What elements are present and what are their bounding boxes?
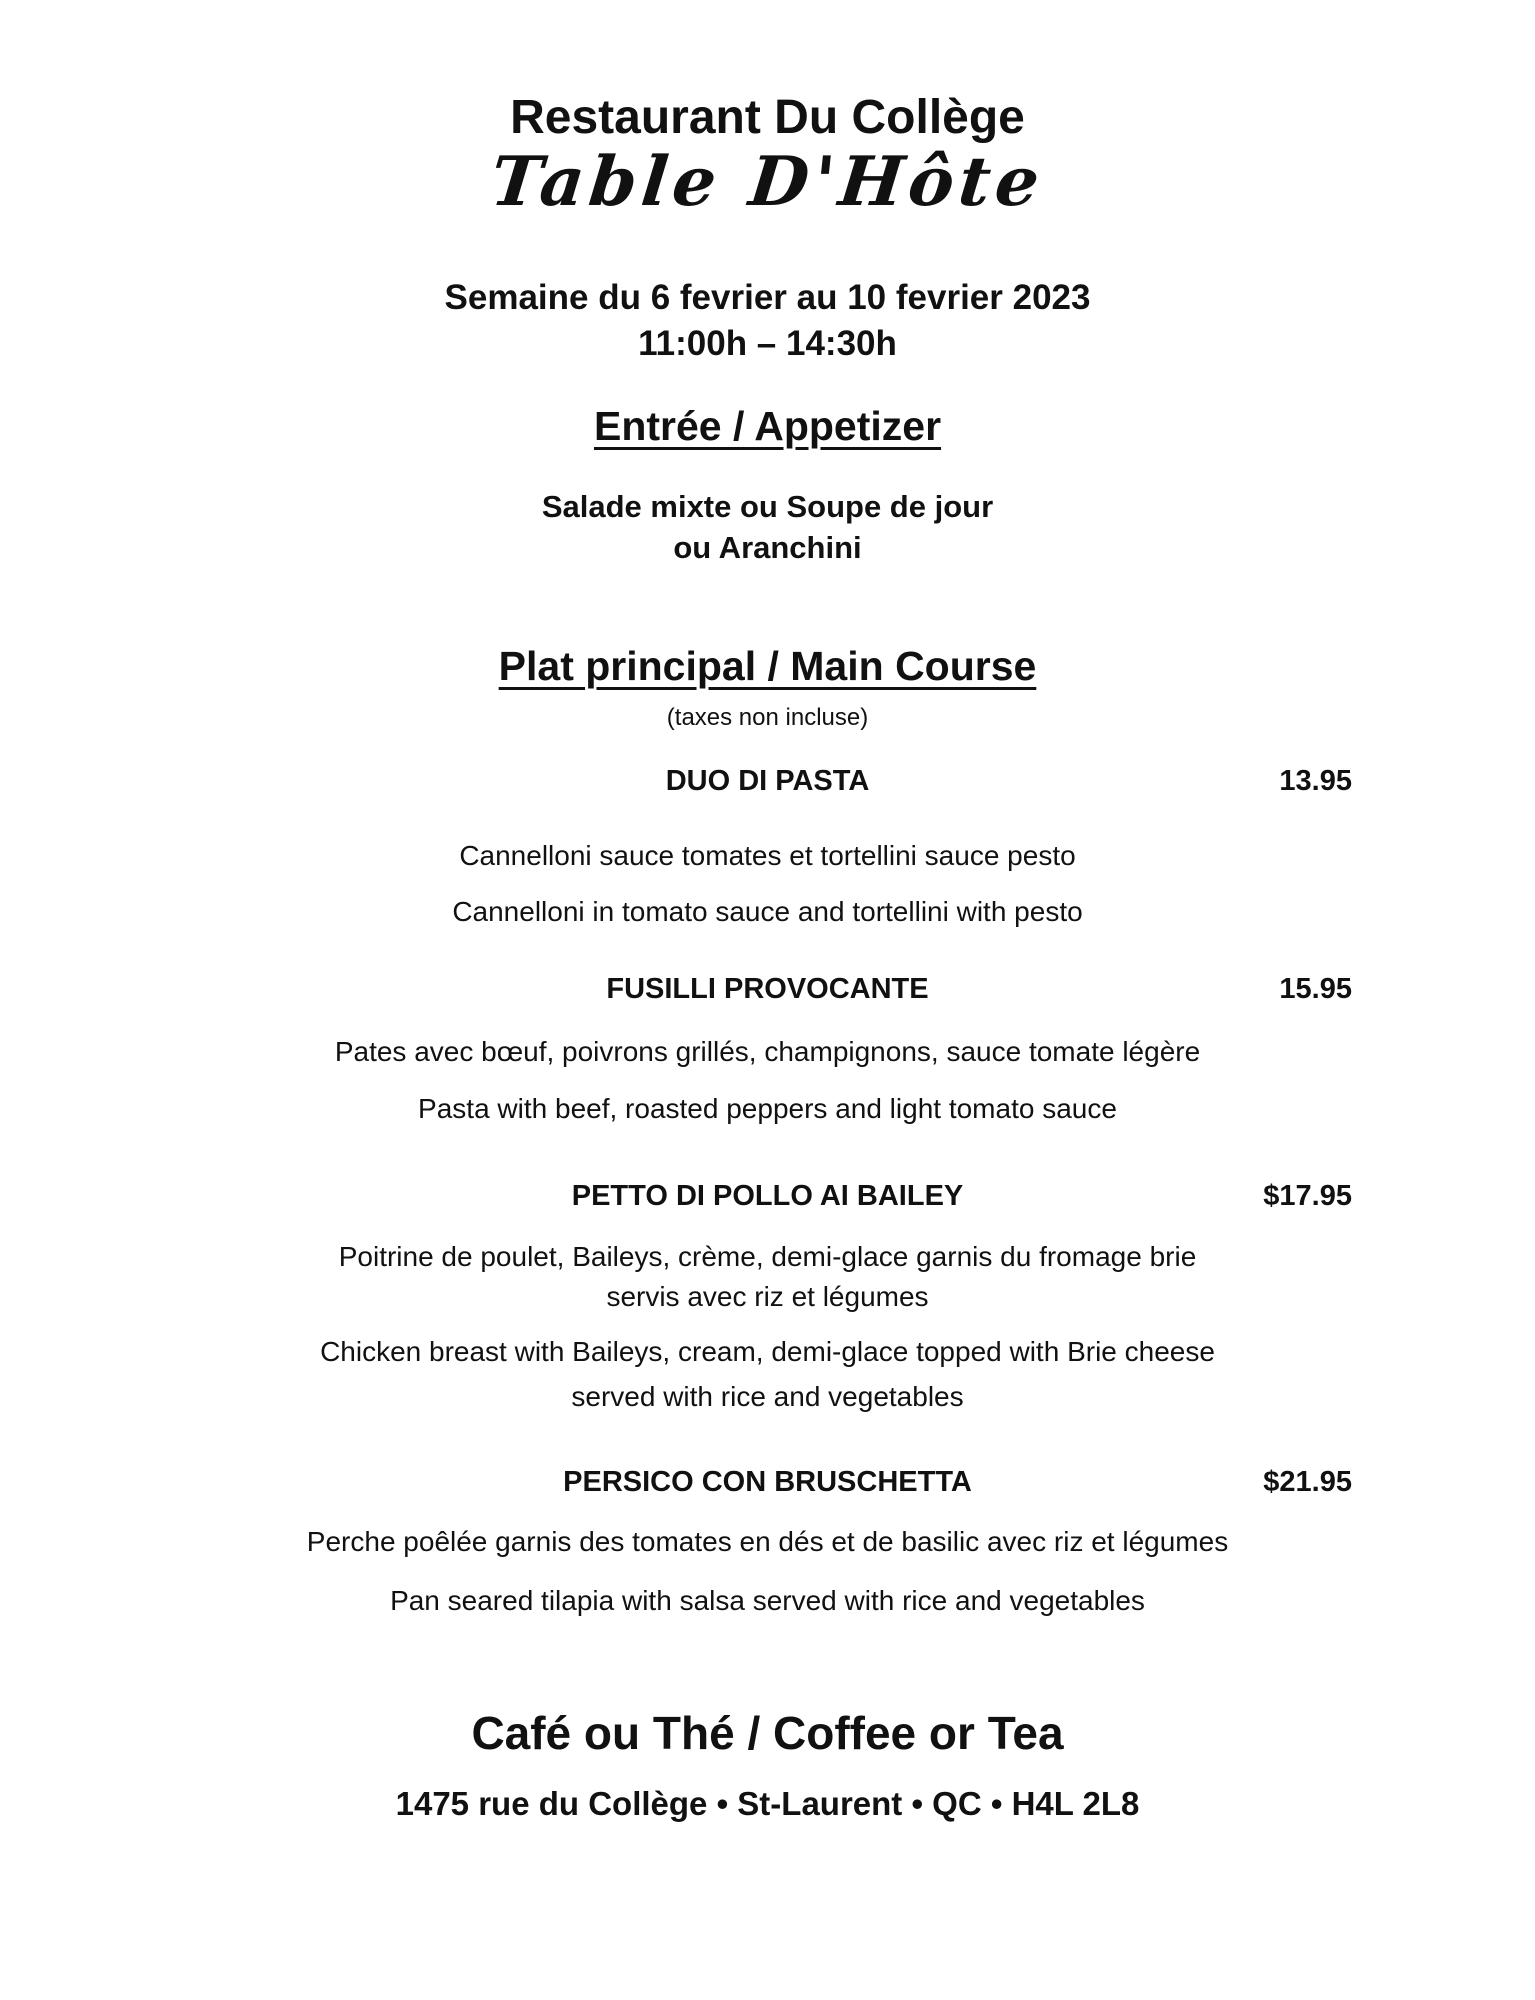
dish-description-en: Cannelloni in tomato sauce and tortellini with pesto [452, 896, 1083, 927]
dish-price: 13.95 [1279, 765, 1352, 797]
coffee-tea-line: Café ou Thé / Coffee or Tea [471, 1707, 1064, 1759]
tax-note: (taxes non incluse) [666, 704, 869, 731]
dish-description-fr: Perche poêlée garnis des tomates en dés et de basilic avec riz et légumes [306, 1526, 1229, 1557]
dish-price: 15.95 [1279, 973, 1352, 1005]
dish-description-en: Pasta with beef, roasted peppers and light tomato sauce [418, 1093, 1117, 1124]
dish-description-fr: Poitrine de poulet, Baileys, crème, demi-glace garnis du fromage brie [338, 1241, 1197, 1272]
dish-name: FUSILLI PROVOCANTE [606, 973, 929, 1005]
dish-description-fr: Pates avec bœuf, poivrons grillés, champignons, sauce tomate légère [334, 1036, 1201, 1067]
main-course-heading: Plat principal / Main Course [498, 643, 1037, 689]
dish-price: $17.95 [1263, 1180, 1352, 1212]
week-line: Semaine du 6 fevrier au 10 fevrier 2023 [444, 278, 1091, 317]
dish-description-fr: Cannelloni sauce tomates et tortellini sauce pesto [459, 840, 1076, 871]
address-line: 1475 rue du Collège • St-Laurent • QC • H4L 2L8 [395, 1785, 1140, 1822]
appetizer-option-line-2: ou Aranchini [673, 530, 862, 565]
dish-row [0, 1182, 1535, 1211]
dish-name: PETTO DI POLLO AI BAILEY [571, 1180, 964, 1212]
menu-type-script-title: Table D'Hôte [487, 142, 1048, 222]
appetizer-heading: Entrée / Appetizer [593, 403, 942, 449]
dish-row [0, 975, 1535, 1004]
dish-description-en: Pan seared tilapia with salsa served with rice and vegetables [390, 1585, 1145, 1616]
dish-row [0, 1468, 1535, 1497]
hours-line: 11:00h – 14:30h [638, 324, 897, 363]
dish-row [0, 767, 1535, 796]
dish-price: $21.95 [1263, 1466, 1352, 1498]
dish-description-en: served with rice and vegetables [571, 1381, 964, 1412]
dish-name: DUO DI PASTA [665, 765, 870, 797]
restaurant-name: Restaurant Du Collège [510, 91, 1025, 144]
dish-description-fr: servis avec riz et légumes [606, 1281, 929, 1312]
dish-description-en: Chicken breast with Baileys, cream, demi-glace topped with Brie cheese [320, 1336, 1215, 1367]
appetizer-option-line-1: Salade mixte ou Soupe de jour [541, 489, 994, 524]
dish-name: PERSICO CON BRUSCHETTA [563, 1466, 972, 1498]
